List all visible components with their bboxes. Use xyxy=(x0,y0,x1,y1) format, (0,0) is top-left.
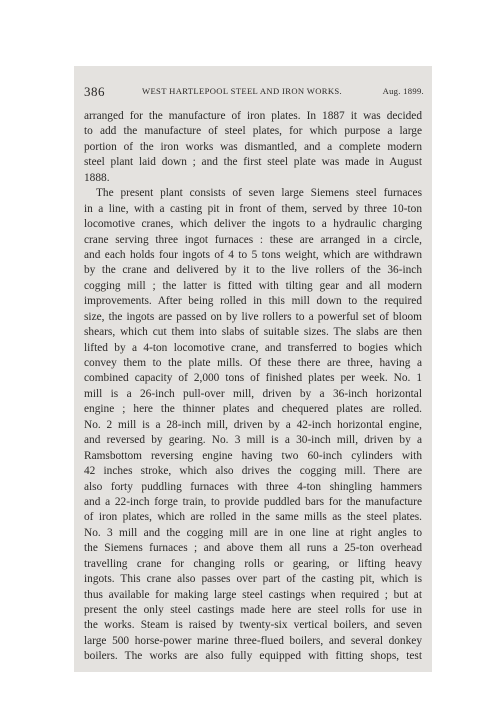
text-line: No. 2 mill is a 28-inch mill, driven by a 42-inch horizontal engine, xyxy=(84,418,422,431)
text-line: No. 3 mill and the cogging mill are in one line at right angles to xyxy=(84,526,422,539)
text-line: the works. Steam is raised by twenty-six vertical boilers, and seven xyxy=(84,619,422,632)
page-header xyxy=(84,84,424,98)
text-line: present the only steel castings made here are steel rolls for use in xyxy=(84,604,422,616)
text-line: size, the ingots are passed on by live rollers to a powerful set of bloom xyxy=(84,310,422,323)
text-line: by the crane and delivered by it to the live rollers of the 36-inch xyxy=(84,264,422,277)
text-line: The present plant consists of seven large Siemens steel furnaces xyxy=(96,187,422,200)
text-line: and each holds four ingots of 4 to 5 tons weight, which are withdrawn xyxy=(84,248,422,261)
text-line: thus available for making large steel castings when required ; but at xyxy=(84,588,422,601)
text-line: 42 inches stroke, which also drives the cogging mill. There are xyxy=(84,465,422,478)
text-line: Ramsbottom reversing engine having two 60-inch cylinders with xyxy=(84,449,422,462)
text-line: combined capacity of 2,000 tons of finished plates per week. No. 1 xyxy=(84,372,422,385)
text-line: steel plant laid down ; and the first steel plate was made in August xyxy=(84,156,422,169)
book-page xyxy=(74,66,432,672)
text-line: the Siemens furnaces ; and above them all runs a 25-ton overhead xyxy=(84,542,422,555)
text-line: of iron plates, which are rolled in the same mills as the steel plates. xyxy=(84,511,422,524)
text-line: engine ; here the thinner plates and chequered plates are rolled. xyxy=(84,403,422,416)
text-line: mill is a 26-inch pull-over mill, driven by a 36-inch horizontal xyxy=(84,387,422,400)
text-line: in a line, with a casting pit in front of them, served by three 10-ton xyxy=(84,202,422,215)
text-line: locomotive cranes, which deliver the ingots to a hydraulic charging xyxy=(84,218,422,231)
text-line: portion of the iron works was dismantled, and a complete modern xyxy=(84,140,422,153)
text-line: cogging mill ; the latter is fitted with tilting gear and all modern xyxy=(84,279,422,292)
body-text xyxy=(84,109,422,665)
text-line: large 500 horse-power marine three-flued boilers, and several donkey xyxy=(84,634,422,647)
running-title: WEST HARTLEPOOL STEEL AND IRON WORKS. xyxy=(142,86,343,96)
text-line: to add the manufacture of steel plates, for which purpose a large xyxy=(84,125,422,138)
text-line: and reversed by gearing. No. 3 mill is a 30-inch mill, driven by a xyxy=(84,434,422,447)
text-line: also forty puddling furnaces with three 4-ton shingling hammers xyxy=(84,480,422,493)
text-line: convey them to the plate mills. Of these there are three, having a xyxy=(84,357,422,369)
header-date: Aug. 1899. xyxy=(382,86,424,96)
text-line: 1888. xyxy=(84,171,110,184)
text-line: and a 22-inch forge train, to provide puddled bars for the manufacture xyxy=(84,495,422,508)
text-line: travelling crane for changing rolls or gearing, or lifting heavy xyxy=(84,557,422,570)
text-line: improvements. After being rolled in this mill down to the required xyxy=(84,295,422,308)
text-line: lifted by a 4-ton locomotive crane, and transferred to bogies which xyxy=(84,341,422,354)
text-line: crane serving three ingot furnaces : these are arranged in a circle, xyxy=(84,233,422,246)
text-line: arranged for the manufacture of iron plates. In 1887 it was decided xyxy=(84,110,422,122)
page-number: 386 xyxy=(84,84,105,99)
text-line: ingots. This crane also passes over part of the casting pit, which is xyxy=(84,573,422,586)
text-line: boilers. The works are also fully equipped with fitting shops, test xyxy=(84,650,422,663)
text-line: shears, which cut them into slabs of suitable sizes. The slabs are then xyxy=(84,326,422,339)
